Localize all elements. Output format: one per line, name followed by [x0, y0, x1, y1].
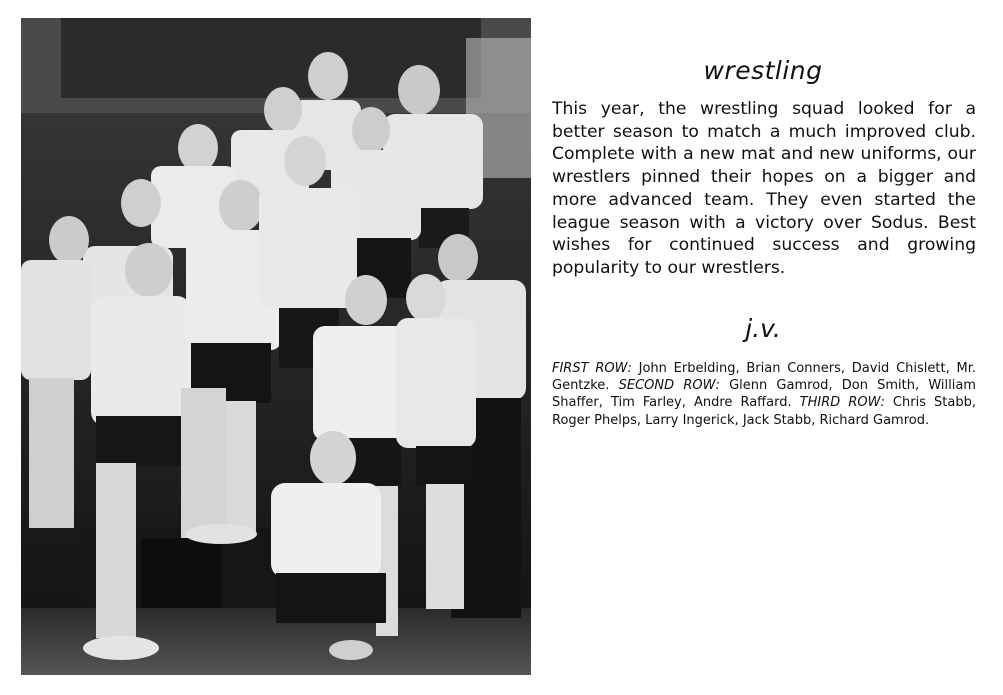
row-names: Glenn Gamrod, Don Smith, William Shaffer, Tim Farley, Andre Raffard.	[552, 378, 976, 411]
team-photo	[21, 18, 531, 675]
row-label: SECOND ROW:	[618, 378, 720, 394]
photo-caption	[552, 360, 976, 429]
row-names: John Erbelding, Brian Conners, David Chislett, Mr. Gentzke.	[552, 361, 977, 394]
article-body: This year, the wrestling squad looked for a better season to match a much improved club. Complete with a new mat and new uniforms, our wrestlers pinned their hopes on a bigger and more advanced team. They even started the league season with a victory over Sodus. Best wishes for continued success and growing popularity to our wrestlers.	[552, 99, 976, 278]
article-title: wrestling	[703, 56, 823, 85]
section-subtitle: j.v.	[745, 314, 781, 343]
row-names: Chris Stabb, Roger Phelps, Larry Ingerick, Jack Stabb, Richard Gamrod.	[552, 395, 976, 428]
row-label: THIRD ROW:	[799, 395, 885, 411]
row-label: FIRST ROW:	[552, 361, 632, 376]
